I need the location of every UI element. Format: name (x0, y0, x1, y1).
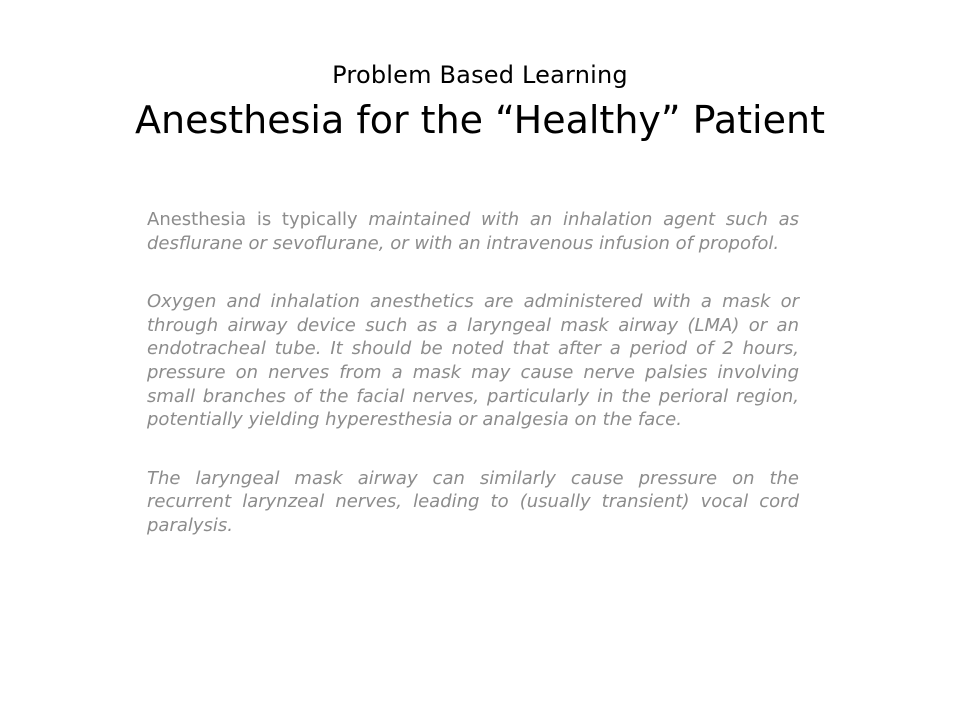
paragraph-2-text: Oxygen and inhalation anesthetics are administered with a mask or through airway device such as a laryngeal mask airway (LMA) or an endotracheal tube. It should be noted that after a period of 2 hours, pressure on nerves from a mask may cause nerve palsies involving small branches of the facial nerves, particularly in the perioral region, potentially yielding hyperesthesia or analgesia on the face. (147, 291, 799, 431)
slide-title: Anesthesia for the “Healthy” Patient (135, 98, 825, 142)
paragraph-1-normal-text: Anesthesia is typically (147, 209, 369, 230)
paragraph-1-italic-text: maintained with an inhalation agent such as desflurane or sevoflurane, or with an intravenous infusion of propofol. (147, 209, 799, 254)
paragraph-inhalation-agent (147, 208, 799, 255)
paragraph-laryngeal-mask (147, 467, 799, 538)
slide-title-block (40, 58, 920, 144)
slide-body (147, 208, 799, 573)
paragraph-oxygen-administration (147, 290, 799, 432)
paragraph-3-text: The laryngeal mask airway can similarly cause pressure on the recurrent larynzeal nerves, leading to (usually transient) vocal cord paralysis. (147, 467, 799, 536)
slide-subtitle: Problem Based Learning (332, 61, 628, 89)
